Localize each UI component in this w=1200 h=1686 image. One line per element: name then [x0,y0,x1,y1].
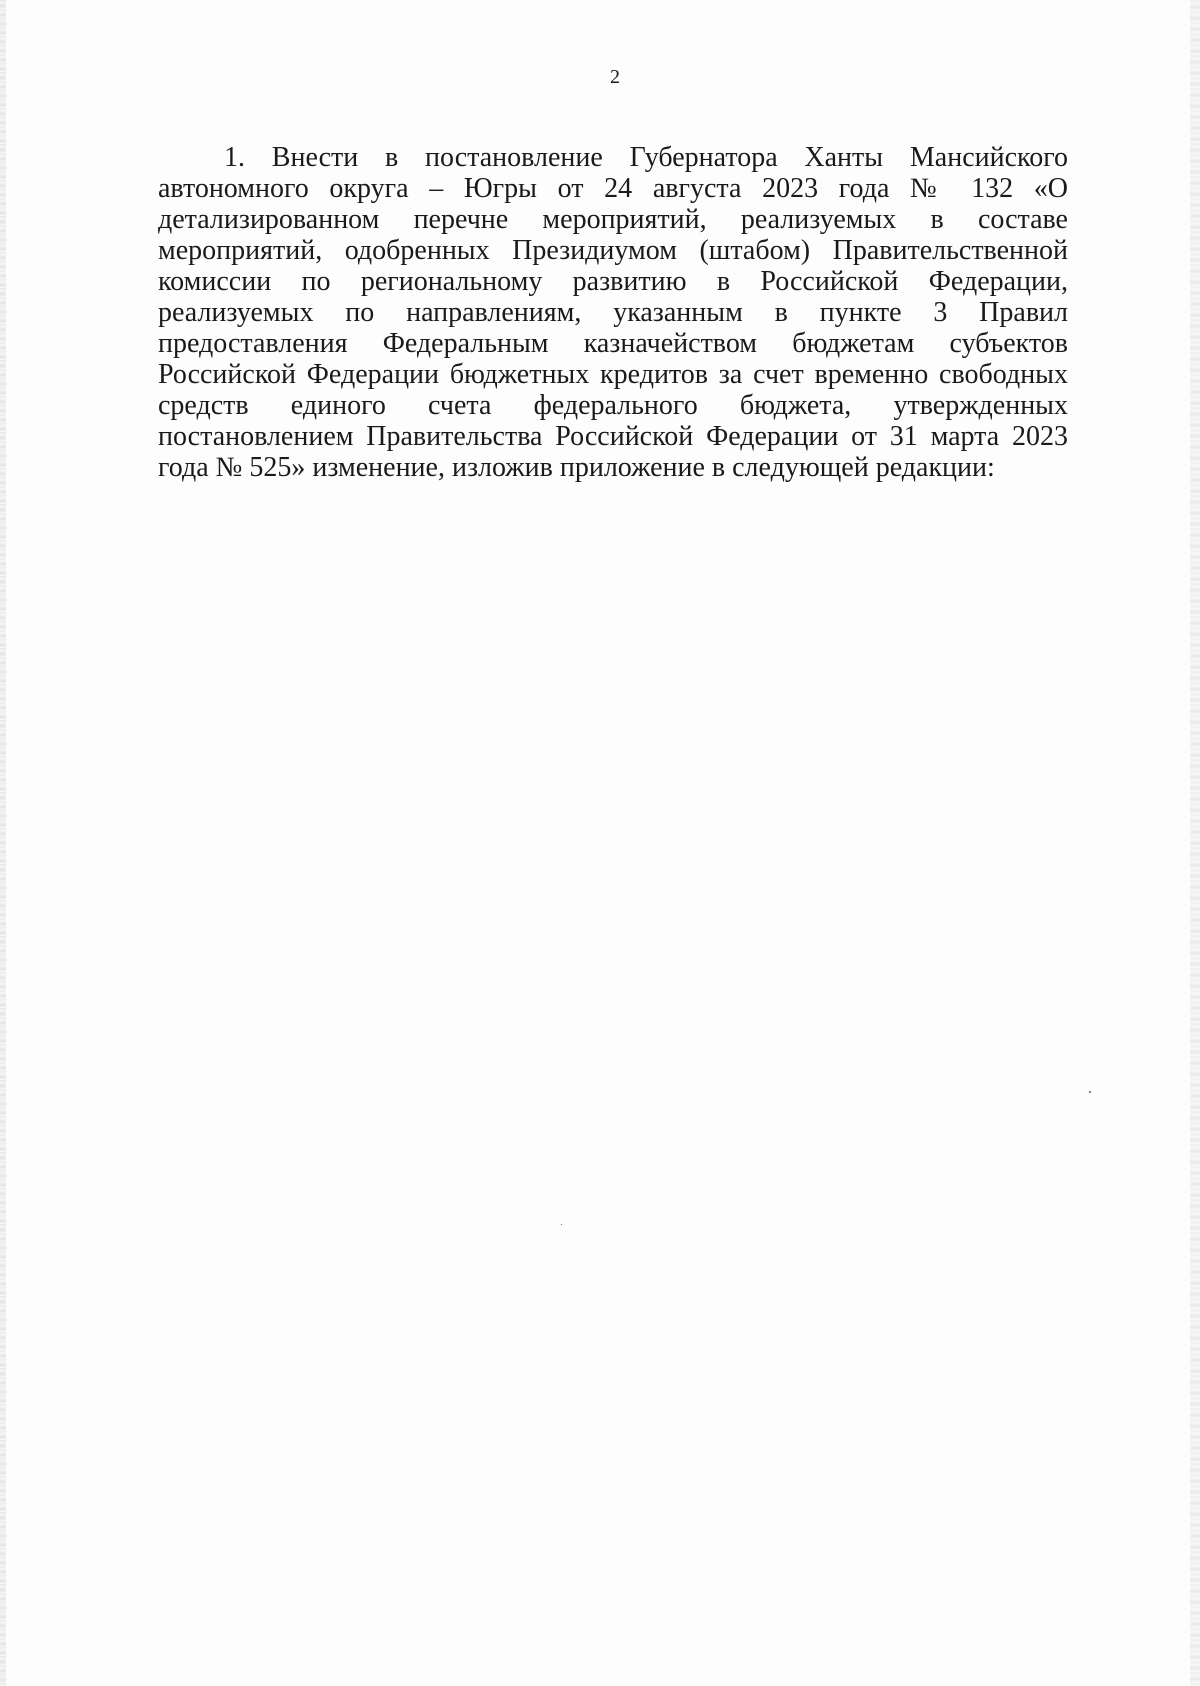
scan-edge-left [0,0,6,1686]
page-number: 2 [610,66,620,88]
scan-edge-right [1190,0,1200,1686]
scan-speck [1089,1091,1091,1093]
body-paragraph: 1. Внести в постановление Губернатора Ханты Мансийского автономного округа – Югры от 24 августа 2023 года № 132 «О детализированном перечне мероприятий, реализуемых в составе мероприятий, одобренных Президиумом (штабом) Правительственной комиссии по региональному развитию в Российской Федерации, реализуемых по направлениям, указанным в пункте 3 Правил предоставления Федеральным казначейством бюджетам субъектов Российской Федерации бюджетных кредитов за счет временно свободных средств единого счета федерального бюджета, утвержденных постановлением Правительства Российской Федерации от 31 марта 2023 года № 525» изменение, изложив приложение в следующей редакции: [158,142,1068,483]
scan-speck [561,1224,562,1225]
